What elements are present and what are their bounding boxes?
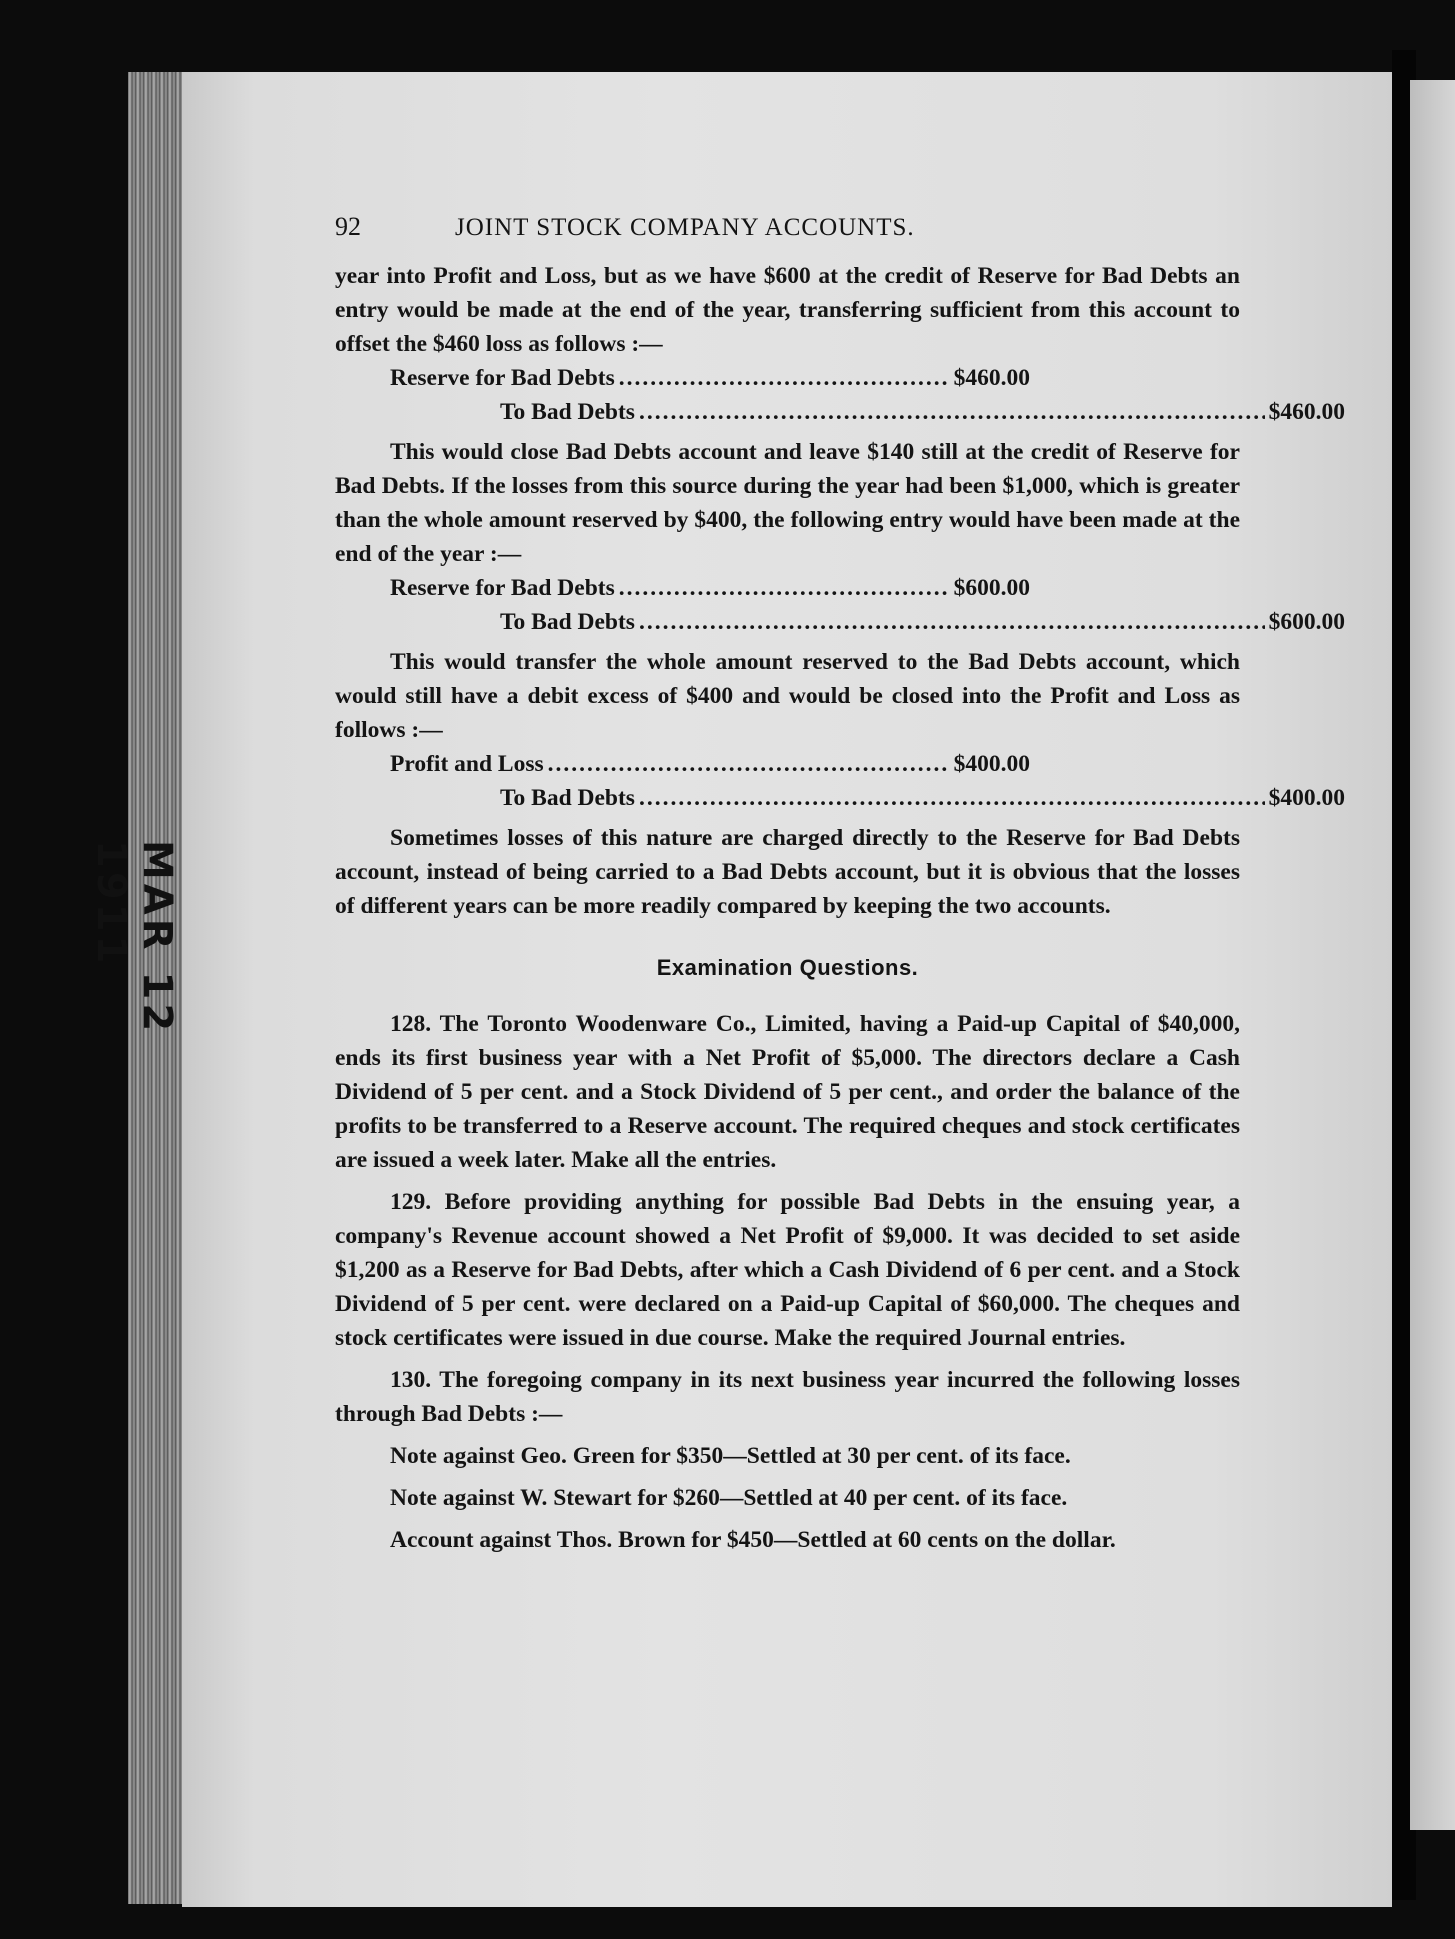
- adjacent-page-edge: [1410, 80, 1455, 1830]
- entry-label: To Bad Debts: [500, 609, 635, 635]
- journal-entry-credit: [335, 781, 1345, 815]
- list-item: Account against Thos. Brown for $450—Settled at 60 cents on the dollar.: [390, 1527, 1116, 1553]
- journal-entry-debit: [335, 571, 1030, 605]
- paragraph: This would close Bad Debts account and leave $140 still at the credit of Reserve for Bad Debts. If the losses from this source during the year had been $1,000, which is greater than the whole amount reserved by $400, the following entry would have been made at the end of the year :—: [335, 439, 1240, 567]
- entry-amount: $400.00: [1268, 785, 1345, 811]
- journal-entry-debit: [335, 361, 1030, 395]
- entry-amount: $600.00: [1268, 609, 1345, 635]
- journal-entry-debit: [335, 747, 1030, 781]
- entry-label: To Bad Debts: [500, 399, 635, 425]
- entry-amount: $400.00: [953, 751, 1030, 777]
- leader-dots: [639, 395, 1265, 429]
- entry-label: Reserve for Bad Debts: [390, 365, 615, 391]
- library-date-stamp: MAR 12 1911: [88, 840, 180, 1036]
- leader-dots: [619, 361, 950, 395]
- leader-dots: [619, 571, 950, 605]
- list-item: Note against W. Stewart for $260—Settled at 40 per cent. of its face.: [390, 1485, 1068, 1511]
- entry-amount: $460.00: [1268, 399, 1345, 425]
- journal-entry-credit: [335, 605, 1345, 639]
- question-129: 129. Before providing anything for possible Bad Debts in the ensuing year, a company's Revenue account showed a Net Profit of $9,000. It was decided to set aside $1,200 as a Reserve for Bad Debts, after which a Cash Dividend of 6 per cent. and a Stock Dividend of 5 per cent. were declared on a Paid-up Capital of $60,000. The cheques and stock certificates were issued in due course. Make the required Journal entries.: [335, 1189, 1240, 1351]
- entry-label: To Bad Debts: [500, 785, 635, 811]
- journal-entry-credit: [335, 395, 1345, 429]
- section-title: Examination Questions.: [656, 955, 919, 980]
- list-item: Note against Geo. Green for $350—Settled at 30 per cent. of its face.: [390, 1443, 1071, 1469]
- page-content: [335, 210, 1345, 1557]
- paragraph: This would transfer the whole amount reserved to the Bad Debts account, which would still have a debit excess of $400 and would be closed into the Profit and Loss as follows :—: [335, 649, 1240, 743]
- entry-label: Profit and Loss: [390, 751, 544, 777]
- page-header: [335, 210, 1240, 245]
- leader-dots: [639, 781, 1265, 815]
- entry-label: Reserve for Bad Debts: [390, 575, 615, 601]
- question-128: 128. The Toronto Woodenware Co., Limited, having a Paid-up Capital of $40,000, ends its first business year with a Net Profit of $5,000. The directors declare a Cash Dividend of 5 per cent. and a Stock Dividend of 5 per cent., and order the balance of the profits to be transferred to a Reserve account. The required cheques and stock certificates are issued a week later. Make all the entries.: [335, 1011, 1240, 1173]
- running-head: JOINT STOCK COMPANY ACCOUNTS.: [455, 214, 915, 241]
- leader-dots: [639, 605, 1265, 639]
- leader-dots: [548, 747, 950, 781]
- entry-amount: $460.00: [953, 365, 1030, 391]
- entry-amount: $600.00: [953, 575, 1030, 601]
- page-number: 92: [335, 212, 361, 241]
- paragraph: year into Profit and Loss, but as we have $600 at the credit of Reserve for Bad Debts an entry would be made at the end of the year, transferring sufficient from this account to offset the $460 loss as follows :—: [335, 263, 1240, 357]
- paragraph: Sometimes losses of this nature are charged directly to the Reserve for Bad Debts account, instead of being carried to a Bad Debts account, but it is obvious that the losses of different years can be more readily compared by keeping the two accounts.: [335, 825, 1240, 919]
- question-130: 130. The foregoing company in its next business year incurred the following losses through Bad Debts :—: [335, 1367, 1240, 1427]
